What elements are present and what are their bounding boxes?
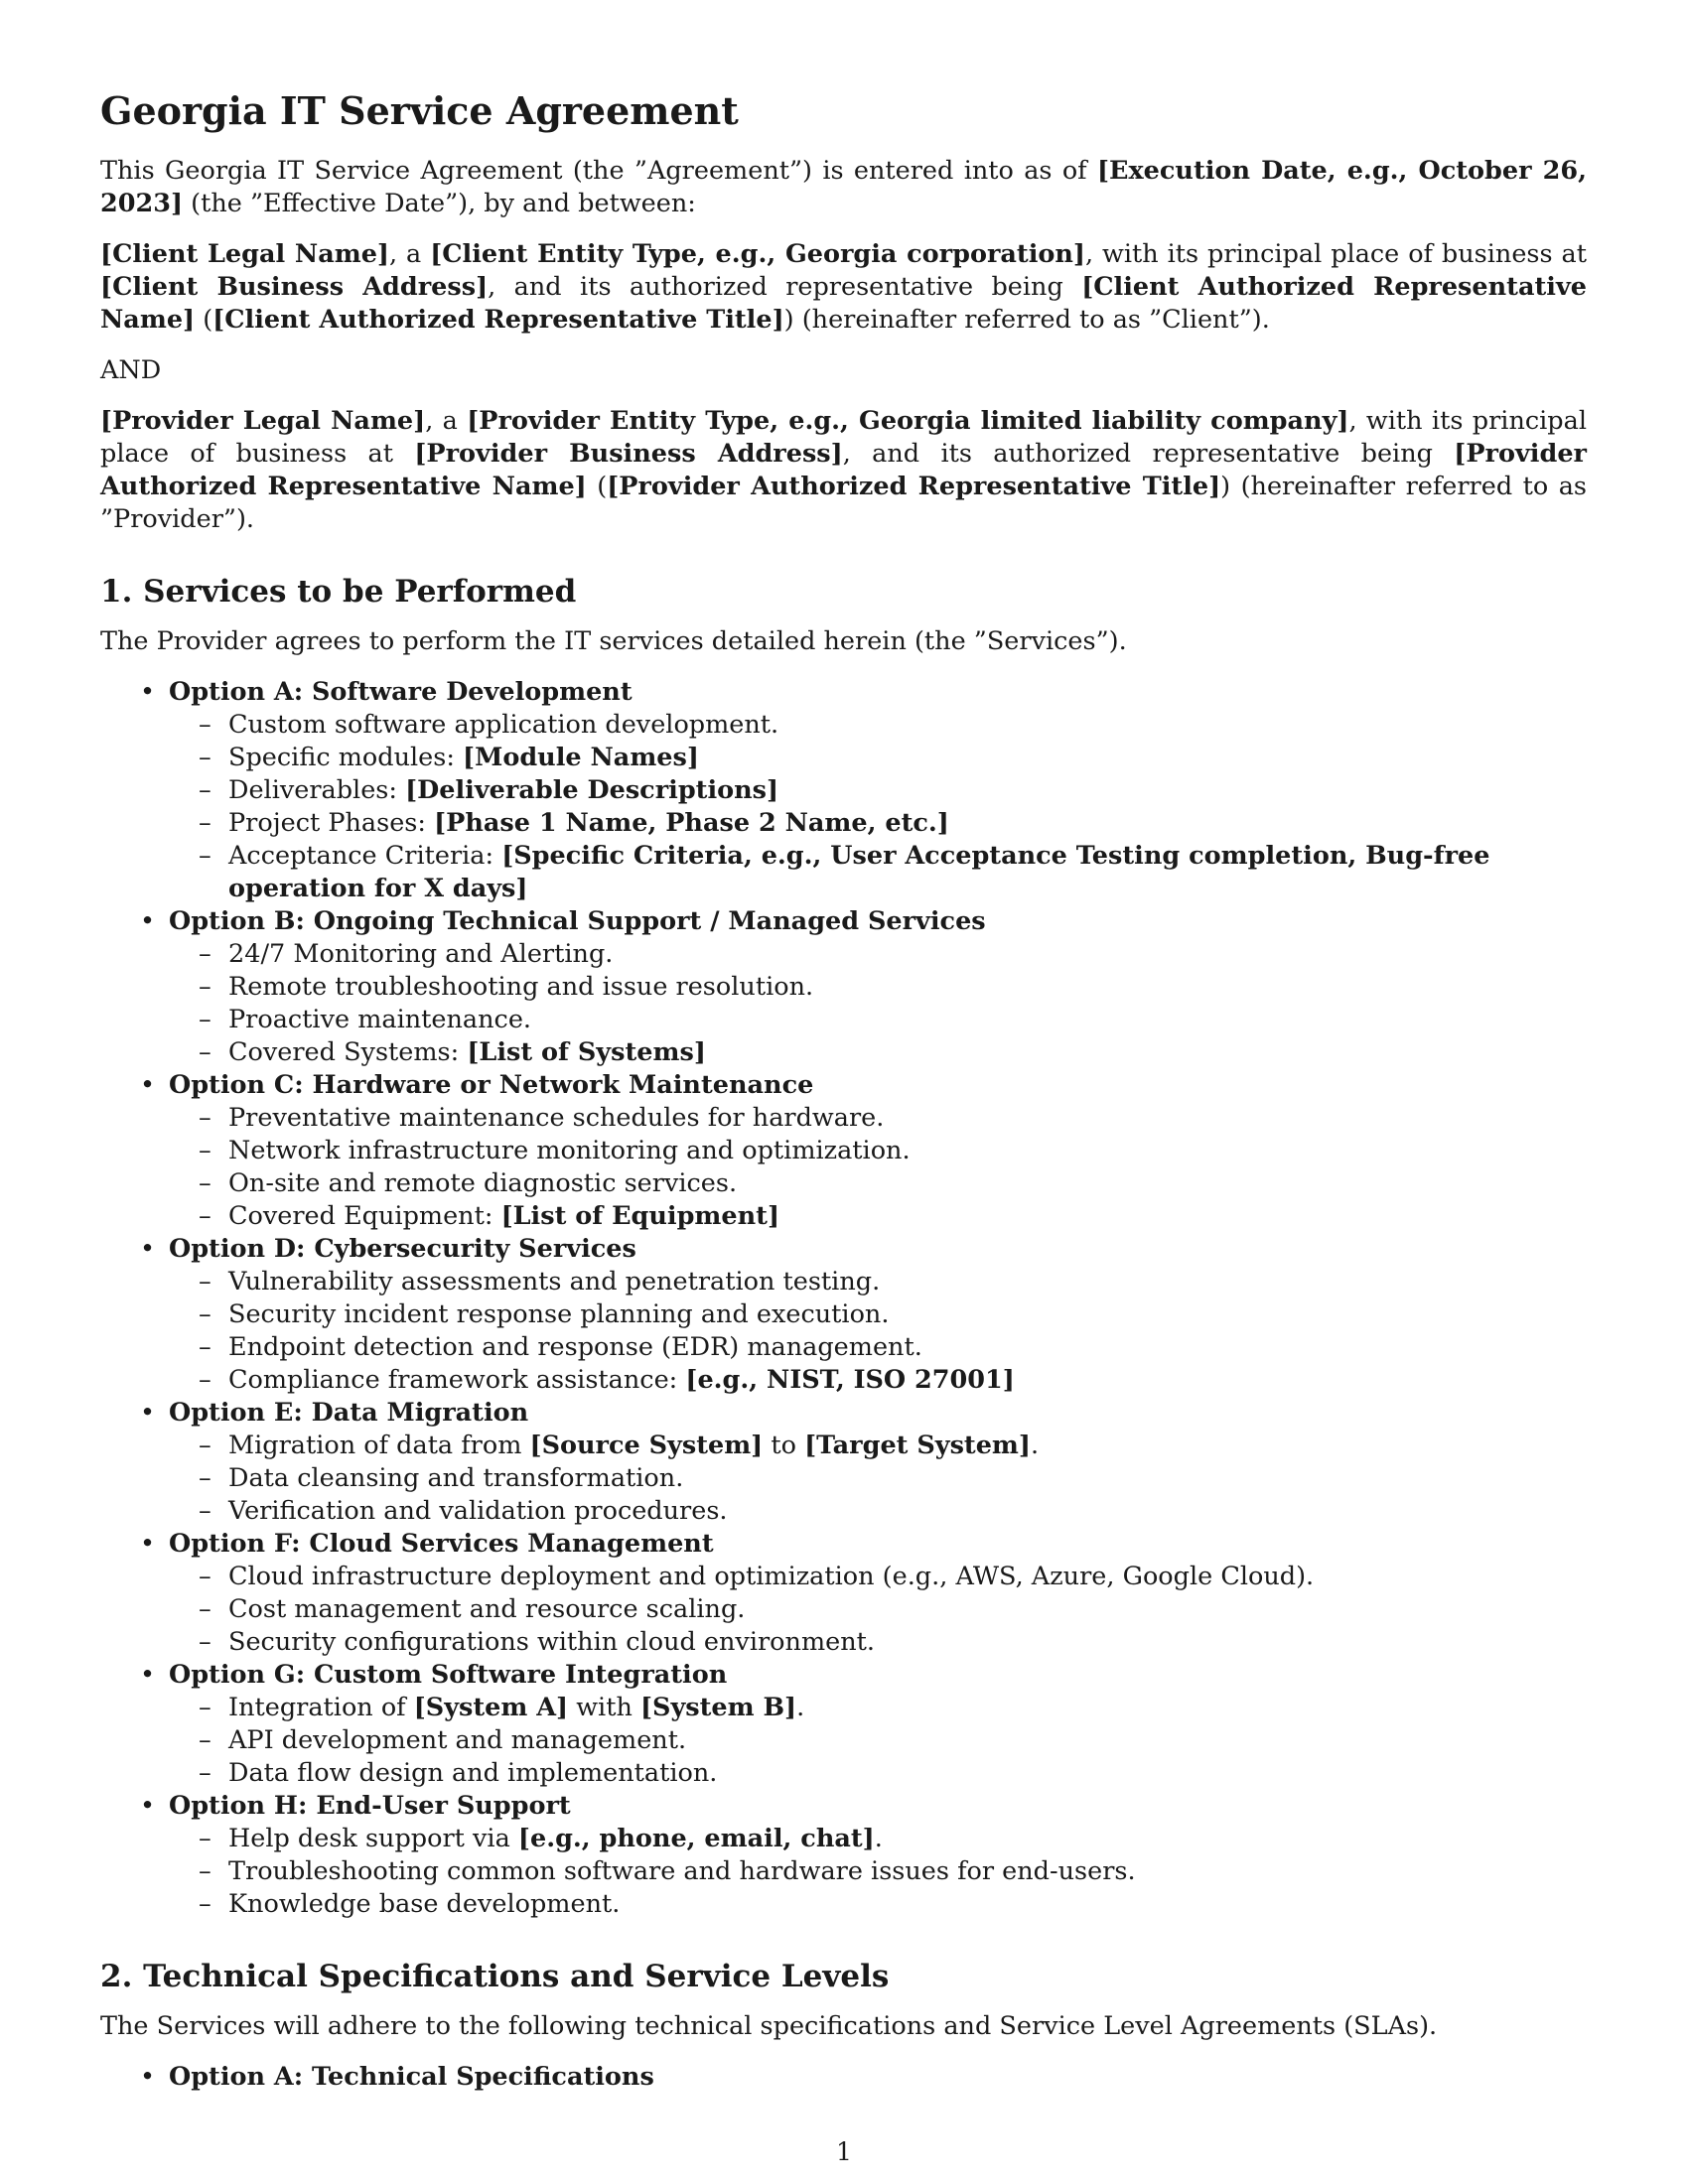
sub-item-text: Custom software application development. xyxy=(228,710,779,740)
dash-marker: – xyxy=(199,1562,211,1591)
option-subitems xyxy=(169,1102,1587,1233)
sub-item xyxy=(169,1167,1587,1200)
option-subitems xyxy=(169,1561,1587,1659)
option-item xyxy=(100,1659,1587,1790)
sub-item xyxy=(169,1331,1587,1364)
placeholder-field: [Specific Criteria, e.g., User Acceptance Testing completion, Bug-free operation for X days] xyxy=(228,841,1490,903)
bullet-marker: • xyxy=(140,1070,156,1100)
option-title: Option H: End-User Support xyxy=(169,1791,571,1821)
dash-marker: – xyxy=(199,1594,211,1624)
option-title: Option C: Hardware or Network Maintenance xyxy=(169,1070,814,1100)
sub-item-text: Specific modules: xyxy=(228,743,464,772)
sub-item xyxy=(169,1593,1587,1626)
sub-item xyxy=(169,1004,1587,1036)
dash-marker: – xyxy=(199,743,211,772)
option-item xyxy=(100,1233,1587,1397)
bullet-marker: • xyxy=(140,906,156,936)
sub-item-text: to xyxy=(763,1431,805,1460)
sub-item xyxy=(169,807,1587,840)
option-subitems xyxy=(169,1430,1587,1528)
dash-marker: – xyxy=(199,808,211,838)
provider-rep-title-placeholder: [Provider Authorized Representative Title] xyxy=(607,472,1221,501)
option-item xyxy=(100,1069,1587,1233)
sub-item-text: Security configurations within cloud environment. xyxy=(228,1627,876,1657)
sub-item xyxy=(169,1462,1587,1495)
dash-marker: – xyxy=(199,1201,211,1231)
option-item xyxy=(100,1528,1587,1659)
dash-marker: – xyxy=(199,1037,211,1067)
sub-item-text: On-site and remote diagnostic services. xyxy=(228,1168,738,1198)
sub-item xyxy=(169,1430,1587,1462)
placeholder-field: [System B] xyxy=(639,1693,797,1722)
and-separator: AND xyxy=(100,355,162,385)
sub-item xyxy=(169,1724,1587,1757)
provider-rep-name-placeholder: [Provider Authorized Representative Name] xyxy=(100,439,1587,501)
dash-marker: – xyxy=(199,1103,211,1133)
dash-marker: – xyxy=(199,1496,211,1526)
sub-item-text: Security incident response planning and execution. xyxy=(228,1299,890,1329)
dash-marker: – xyxy=(199,1856,211,1886)
sub-item-text: Data cleansing and transformation. xyxy=(228,1463,684,1493)
sub-item xyxy=(169,1888,1587,1921)
dash-marker: – xyxy=(199,841,211,871)
sub-item xyxy=(169,1495,1587,1528)
sub-item-text: Help desk support via xyxy=(228,1824,518,1853)
option-item xyxy=(100,905,1587,1069)
dash-marker: – xyxy=(199,1299,211,1329)
sub-item xyxy=(169,742,1587,774)
option-title: Option G: Custom Software Integration xyxy=(169,1660,728,1690)
sub-item-text: Integration of xyxy=(228,1693,414,1722)
sub-item xyxy=(169,709,1587,742)
client-address-placeholder: [Client Business Address] xyxy=(100,272,489,302)
section-2-intro: The Services will adhere to the following technical specifications and Service Level Agreements (SLAs). xyxy=(100,2011,1438,2041)
sub-item-text: Covered Equipment: xyxy=(228,1201,501,1231)
option-title: Option A: Technical Specifications xyxy=(169,2062,654,2092)
sub-item xyxy=(169,1298,1587,1331)
sub-item xyxy=(169,1626,1587,1659)
sub-item-text: . xyxy=(796,1693,805,1722)
sub-item-text: Network infrastructure monitoring and optimization. xyxy=(228,1136,911,1165)
section-2-heading: 2. Technical Specifications and Service Levels xyxy=(100,1959,890,1994)
dash-marker: – xyxy=(199,1005,211,1034)
sub-item-text: Troubleshooting common software and hardware issues for end-users. xyxy=(228,1856,1136,1886)
sub-item-text: with xyxy=(568,1693,640,1722)
sub-item-text: Acceptance Criteria: xyxy=(228,841,502,871)
sub-item-text: . xyxy=(874,1824,883,1853)
section-2-options-list xyxy=(100,2061,1587,2094)
execution-date-placeholder: [Execution Date, e.g., October 26, 2023] xyxy=(100,156,1587,218)
placeholder-field: [Target System] xyxy=(804,1431,1031,1460)
option-title: Option E: Data Migration xyxy=(169,1398,529,1428)
intro-paragraph: This Georgia IT Service Agreement (the ”Agreement”) is entered into as of [Execution Date, e.g., October 26, 2023] (the ”Effective Date”), by and between: xyxy=(100,156,1587,218)
client-rep-name-placeholder: [Client Authorized Representative Name] xyxy=(100,272,1587,335)
placeholder-field: [System A] xyxy=(413,1693,569,1722)
bullet-marker: • xyxy=(140,1791,156,1821)
sub-item xyxy=(169,1036,1587,1069)
option-title: Option A: Software Development xyxy=(169,677,633,707)
sub-item xyxy=(169,1855,1587,1888)
option-item xyxy=(100,2061,1587,2094)
placeholder-field: [List of Equipment] xyxy=(500,1201,780,1231)
sub-item-text: Migration of data from xyxy=(228,1431,530,1460)
sub-item xyxy=(169,1102,1587,1135)
section-1-heading: 1. Services to be Performed xyxy=(100,574,577,610)
sub-item-text: Proactive maintenance. xyxy=(228,1005,532,1034)
dash-marker: – xyxy=(199,1824,211,1853)
placeholder-field: [Source System] xyxy=(529,1431,764,1460)
option-subitems xyxy=(169,938,1587,1069)
sub-item xyxy=(169,840,1587,905)
sub-item-text: 24/7 Monitoring and Alerting. xyxy=(228,939,614,969)
dash-marker: – xyxy=(199,1889,211,1919)
sub-item-text: Data flow design and implementation. xyxy=(228,1758,718,1788)
option-item xyxy=(100,1397,1587,1528)
sub-item xyxy=(169,1692,1587,1724)
dash-marker: – xyxy=(199,1431,211,1460)
page-number: 1 xyxy=(836,2137,852,2166)
option-item xyxy=(100,1790,1587,1921)
sub-item xyxy=(169,1200,1587,1233)
dash-marker: – xyxy=(199,939,211,969)
client-paragraph: [Client Legal Name], a [Client Entity Type, e.g., Georgia corporation], with its principal place of business at [Client Business Address], and its authorized representative being [Client Authorized Representative Name] ([Client Authorized Representative Title]) (hereinafter referred to as ”Client”). xyxy=(100,239,1587,335)
option-item xyxy=(100,676,1587,905)
dash-marker: – xyxy=(199,1365,211,1395)
sub-item-text: Covered Systems: xyxy=(228,1037,468,1067)
dash-marker: – xyxy=(199,1693,211,1722)
option-title: Option D: Cybersecurity Services xyxy=(169,1234,636,1264)
sub-item-text: Compliance framework assistance: xyxy=(228,1365,686,1395)
option-title: Option B: Ongoing Technical Support / Managed Services xyxy=(169,906,986,936)
section-1-intro: The Provider agrees to perform the IT services detailed herein (the ”Services”). xyxy=(100,626,1127,656)
dash-marker: – xyxy=(199,1758,211,1788)
bullet-marker: • xyxy=(140,1660,156,1690)
sub-item-text: Cloud infrastructure deployment and optimization (e.g., AWS, Azure, Google Cloud). xyxy=(228,1562,1315,1591)
sub-item xyxy=(169,1757,1587,1790)
sub-item xyxy=(169,1364,1587,1397)
dash-marker: – xyxy=(199,1463,211,1493)
sub-item-text: . xyxy=(1030,1431,1040,1460)
sub-item-text: Preventative maintenance schedules for hardware. xyxy=(228,1103,885,1133)
option-subitems xyxy=(169,1692,1587,1790)
client-rep-title-placeholder: [Client Authorized Representative Title] xyxy=(212,305,784,335)
bullet-marker: • xyxy=(140,1234,156,1264)
dash-marker: – xyxy=(199,1332,211,1362)
placeholder-field: [Phase 1 Name, Phase 2 Name, etc.] xyxy=(434,808,949,838)
section-1-options-list xyxy=(100,676,1587,1921)
sub-item-text: API development and management. xyxy=(228,1725,687,1755)
provider-entity-placeholder: [Provider Entity Type, e.g., Georgia limited liability company] xyxy=(467,406,1349,436)
placeholder-field: [e.g., NIST, ISO 27001] xyxy=(685,1365,1015,1395)
provider-address-placeholder: [Provider Business Address] xyxy=(414,439,843,469)
dash-marker: – xyxy=(199,1136,211,1165)
dash-marker: – xyxy=(199,972,211,1002)
provider-paragraph: [Provider Legal Name], a [Provider Entity Type, e.g., Georgia limited liability company], with its principal place of business at [Provider Business Address], and its authorized representative being [Provider Authorized Representative Name] ([Provider Authorized Representative Title]) (hereinafter referred to as ”Provider”). xyxy=(100,406,1588,534)
document-title: Georgia IT Service Agreement xyxy=(100,88,739,133)
placeholder-field: [e.g., phone, email, chat] xyxy=(517,1824,875,1853)
placeholder-field: [Deliverable Descriptions] xyxy=(405,775,779,805)
sub-item-text: Deliverables: xyxy=(228,775,406,805)
dash-marker: – xyxy=(199,1168,211,1198)
sub-item xyxy=(169,774,1587,807)
option-title: Option F: Cloud Services Management xyxy=(169,1529,714,1559)
option-subitems xyxy=(169,1266,1587,1397)
dash-marker: – xyxy=(199,1267,211,1297)
client-name-placeholder: [Client Legal Name] xyxy=(100,239,389,269)
sub-item-text: Verification and validation procedures. xyxy=(228,1496,728,1526)
sub-item-text: Remote troubleshooting and issue resolution. xyxy=(228,972,814,1002)
sub-item xyxy=(169,1266,1587,1298)
sub-item-text: Vulnerability assessments and penetration testing. xyxy=(228,1267,881,1297)
sub-item xyxy=(169,938,1587,971)
sub-item-text: Cost management and resource scaling. xyxy=(228,1594,746,1624)
option-subitems xyxy=(169,709,1587,905)
bullet-marker: • xyxy=(140,1529,156,1559)
dash-marker: – xyxy=(199,775,211,805)
sub-item-text: Knowledge base development. xyxy=(228,1889,621,1919)
option-subitems xyxy=(169,1823,1587,1921)
dash-marker: – xyxy=(199,710,211,740)
document-body xyxy=(100,87,1587,2094)
placeholder-field: [List of Systems] xyxy=(467,1037,706,1067)
provider-name-placeholder: [Provider Legal Name] xyxy=(100,406,426,436)
dash-marker: – xyxy=(199,1627,211,1657)
bullet-marker: • xyxy=(140,2062,156,2092)
sub-item xyxy=(169,1561,1587,1593)
dash-marker: – xyxy=(199,1725,211,1755)
bullet-marker: • xyxy=(140,1398,156,1428)
client-entity-placeholder: [Client Entity Type, e.g., Georgia corporation] xyxy=(430,239,1085,269)
placeholder-field: [Module Names] xyxy=(463,743,699,772)
sub-item-text: Endpoint detection and response (EDR) management. xyxy=(228,1332,922,1362)
sub-item-text: Project Phases: xyxy=(228,808,435,838)
sub-item xyxy=(169,1823,1587,1855)
sub-item xyxy=(169,971,1587,1004)
sub-item xyxy=(169,1135,1587,1167)
bullet-marker: • xyxy=(140,677,156,707)
